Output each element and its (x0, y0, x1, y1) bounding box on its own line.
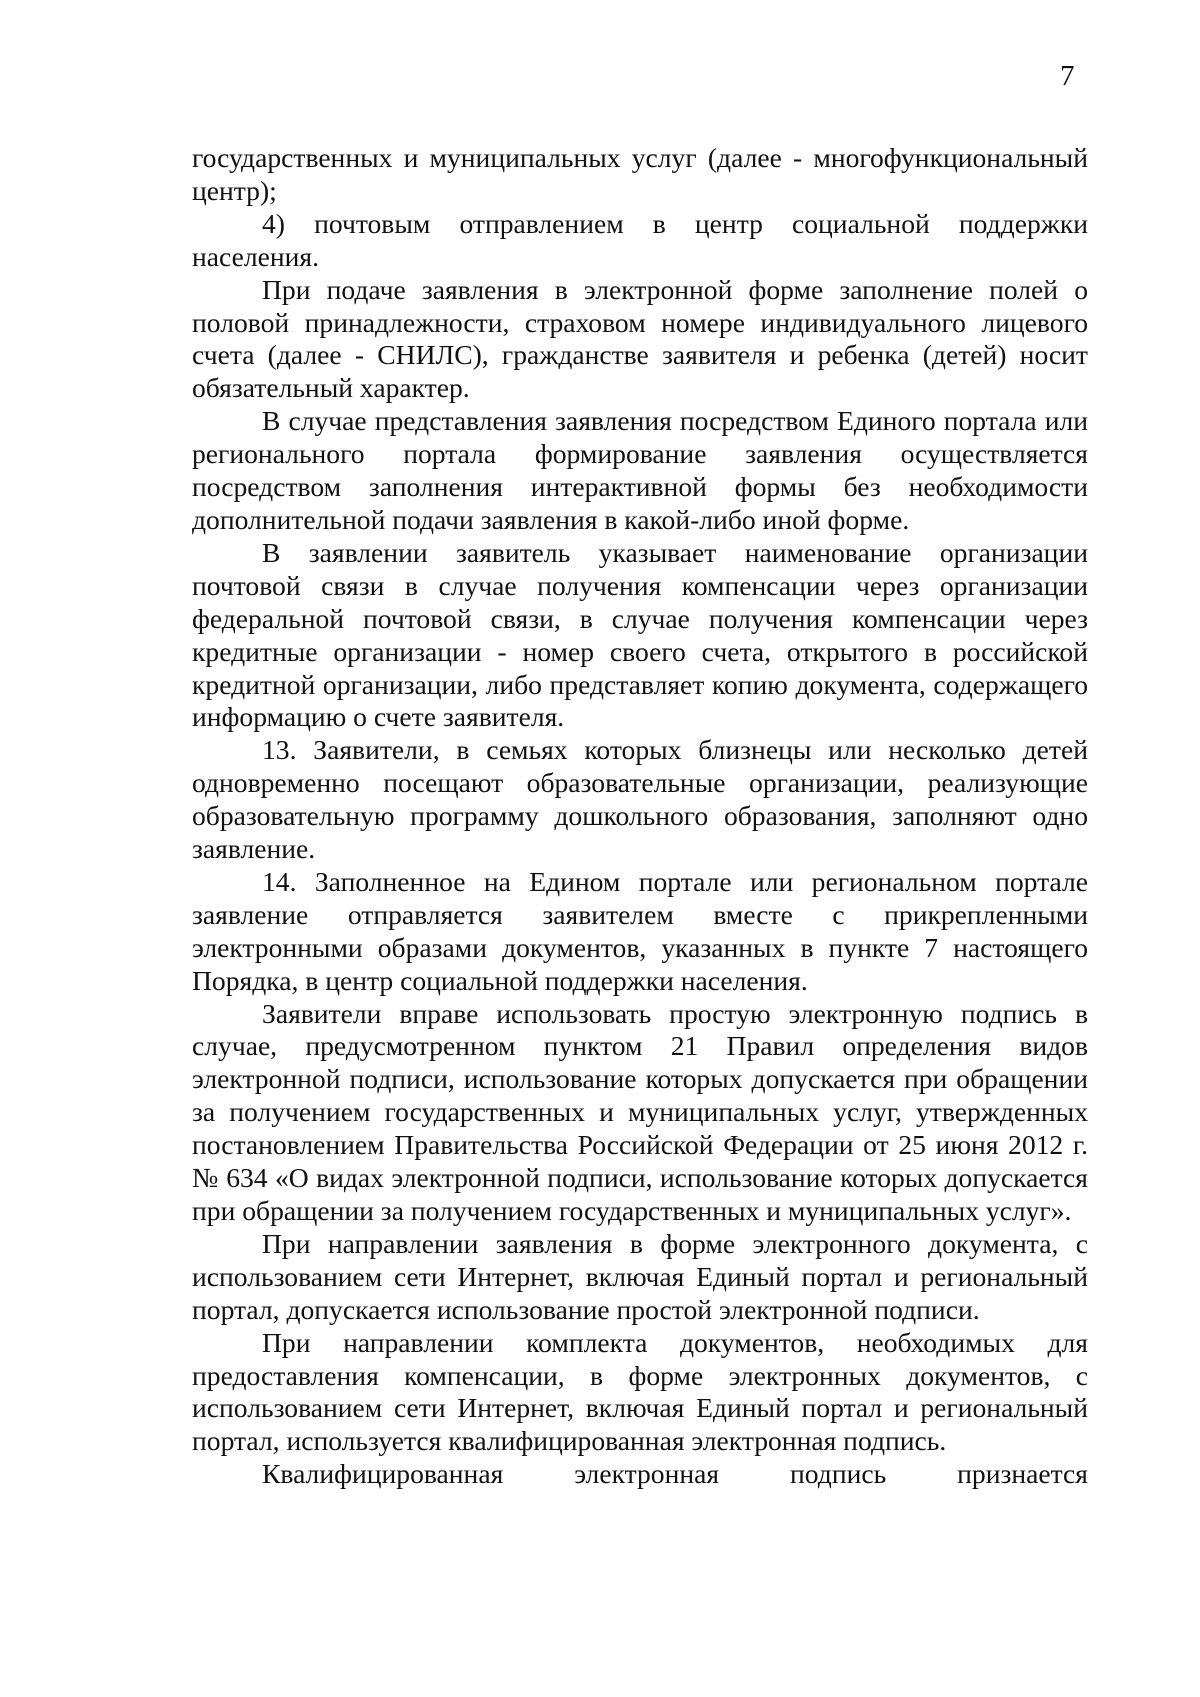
paragraph-continuation: государственных и муниципальных услуг (далее - многофункциональный центр); (192, 142, 1088, 206)
paragraph-13-twins: 13. Заявители, в семьях которых близнецы или несколько детей одновременно посещают образовательные организации, реализующие образовательную программу дошкольного образования, заполняют одно заявление. (192, 734, 1088, 865)
page-number: 7 (1060, 60, 1075, 92)
paragraph-item-4-postal: 4) почтовым отправлением в центр социальной поддержки населения. (192, 207, 1088, 272)
paragraph-electronic-form-fields: При подаче заявления в электронной форме заполнение полей о половой принадлежности, страховом номере индивидуального лицевого счета (далее - СНИЛС), гражданстве заявителя и ребенка (детей) носит обязательный характер. (192, 273, 1088, 404)
paragraph-payment-details: В заявлении заявитель указывает наименование организации почтовой связи в случае получения компенсации через организации федеральной почтовой связи, в случае получения компенсации через кредитные организации - номер своего счета, открытого в российской кредитной организации, либо представляет копию документа, содержащего информацию о счете заявителя. (192, 536, 1088, 733)
paragraph-simple-signature: Заявители вправе использовать простую электронную подпись в случае, предусмотренном пунктом 21 Правил определения видов электронной подписи, использование которых допускается при обращении за получением государственных и муниципальных услуг, утвержденных постановлением Правительства Российской Федерации от 25 июня 2012 г. № 634 «О видах электронной подписи, использование которых допускается при обращении за получением государственных и муниципальных услуг». (192, 997, 1088, 1226)
paragraph-electronic-document: При направлении заявления в форме электронного документа, с использованием сети Интернет, включая Единый портал и региональный портал, допускается использование простой электронной подписи. (192, 1227, 1088, 1325)
document-body (192, 142, 1088, 1491)
paragraph-portal-submission: В случае представления заявления посредством Единого портала или регионального портала формирование заявления осуществляется посредством заполнения интерактивной формы без необходимости дополнительной подачи заявления в какой-либо иной форме. (192, 405, 1088, 535)
paragraph-qualified-signature: При направлении комплекта документов, необходимых для предоставления компенсации, в форме электронных документов, с использованием сети Интернет, включая Единый портал и региональный портал, используется квалифицированная электронная подпись. (192, 1326, 1088, 1457)
paragraph-14-submission: 14. Заполненное на Едином портале или региональном портале заявление отправляется заявителем вместе с прикрепленными электронными образами документов, указанных в пункте 7 настоящего Порядка, в центр социальной поддержки населения. (192, 865, 1088, 996)
paragraph-qualified-recognized: Квалифицированная электронная подпись признается (262, 1458, 1088, 1490)
